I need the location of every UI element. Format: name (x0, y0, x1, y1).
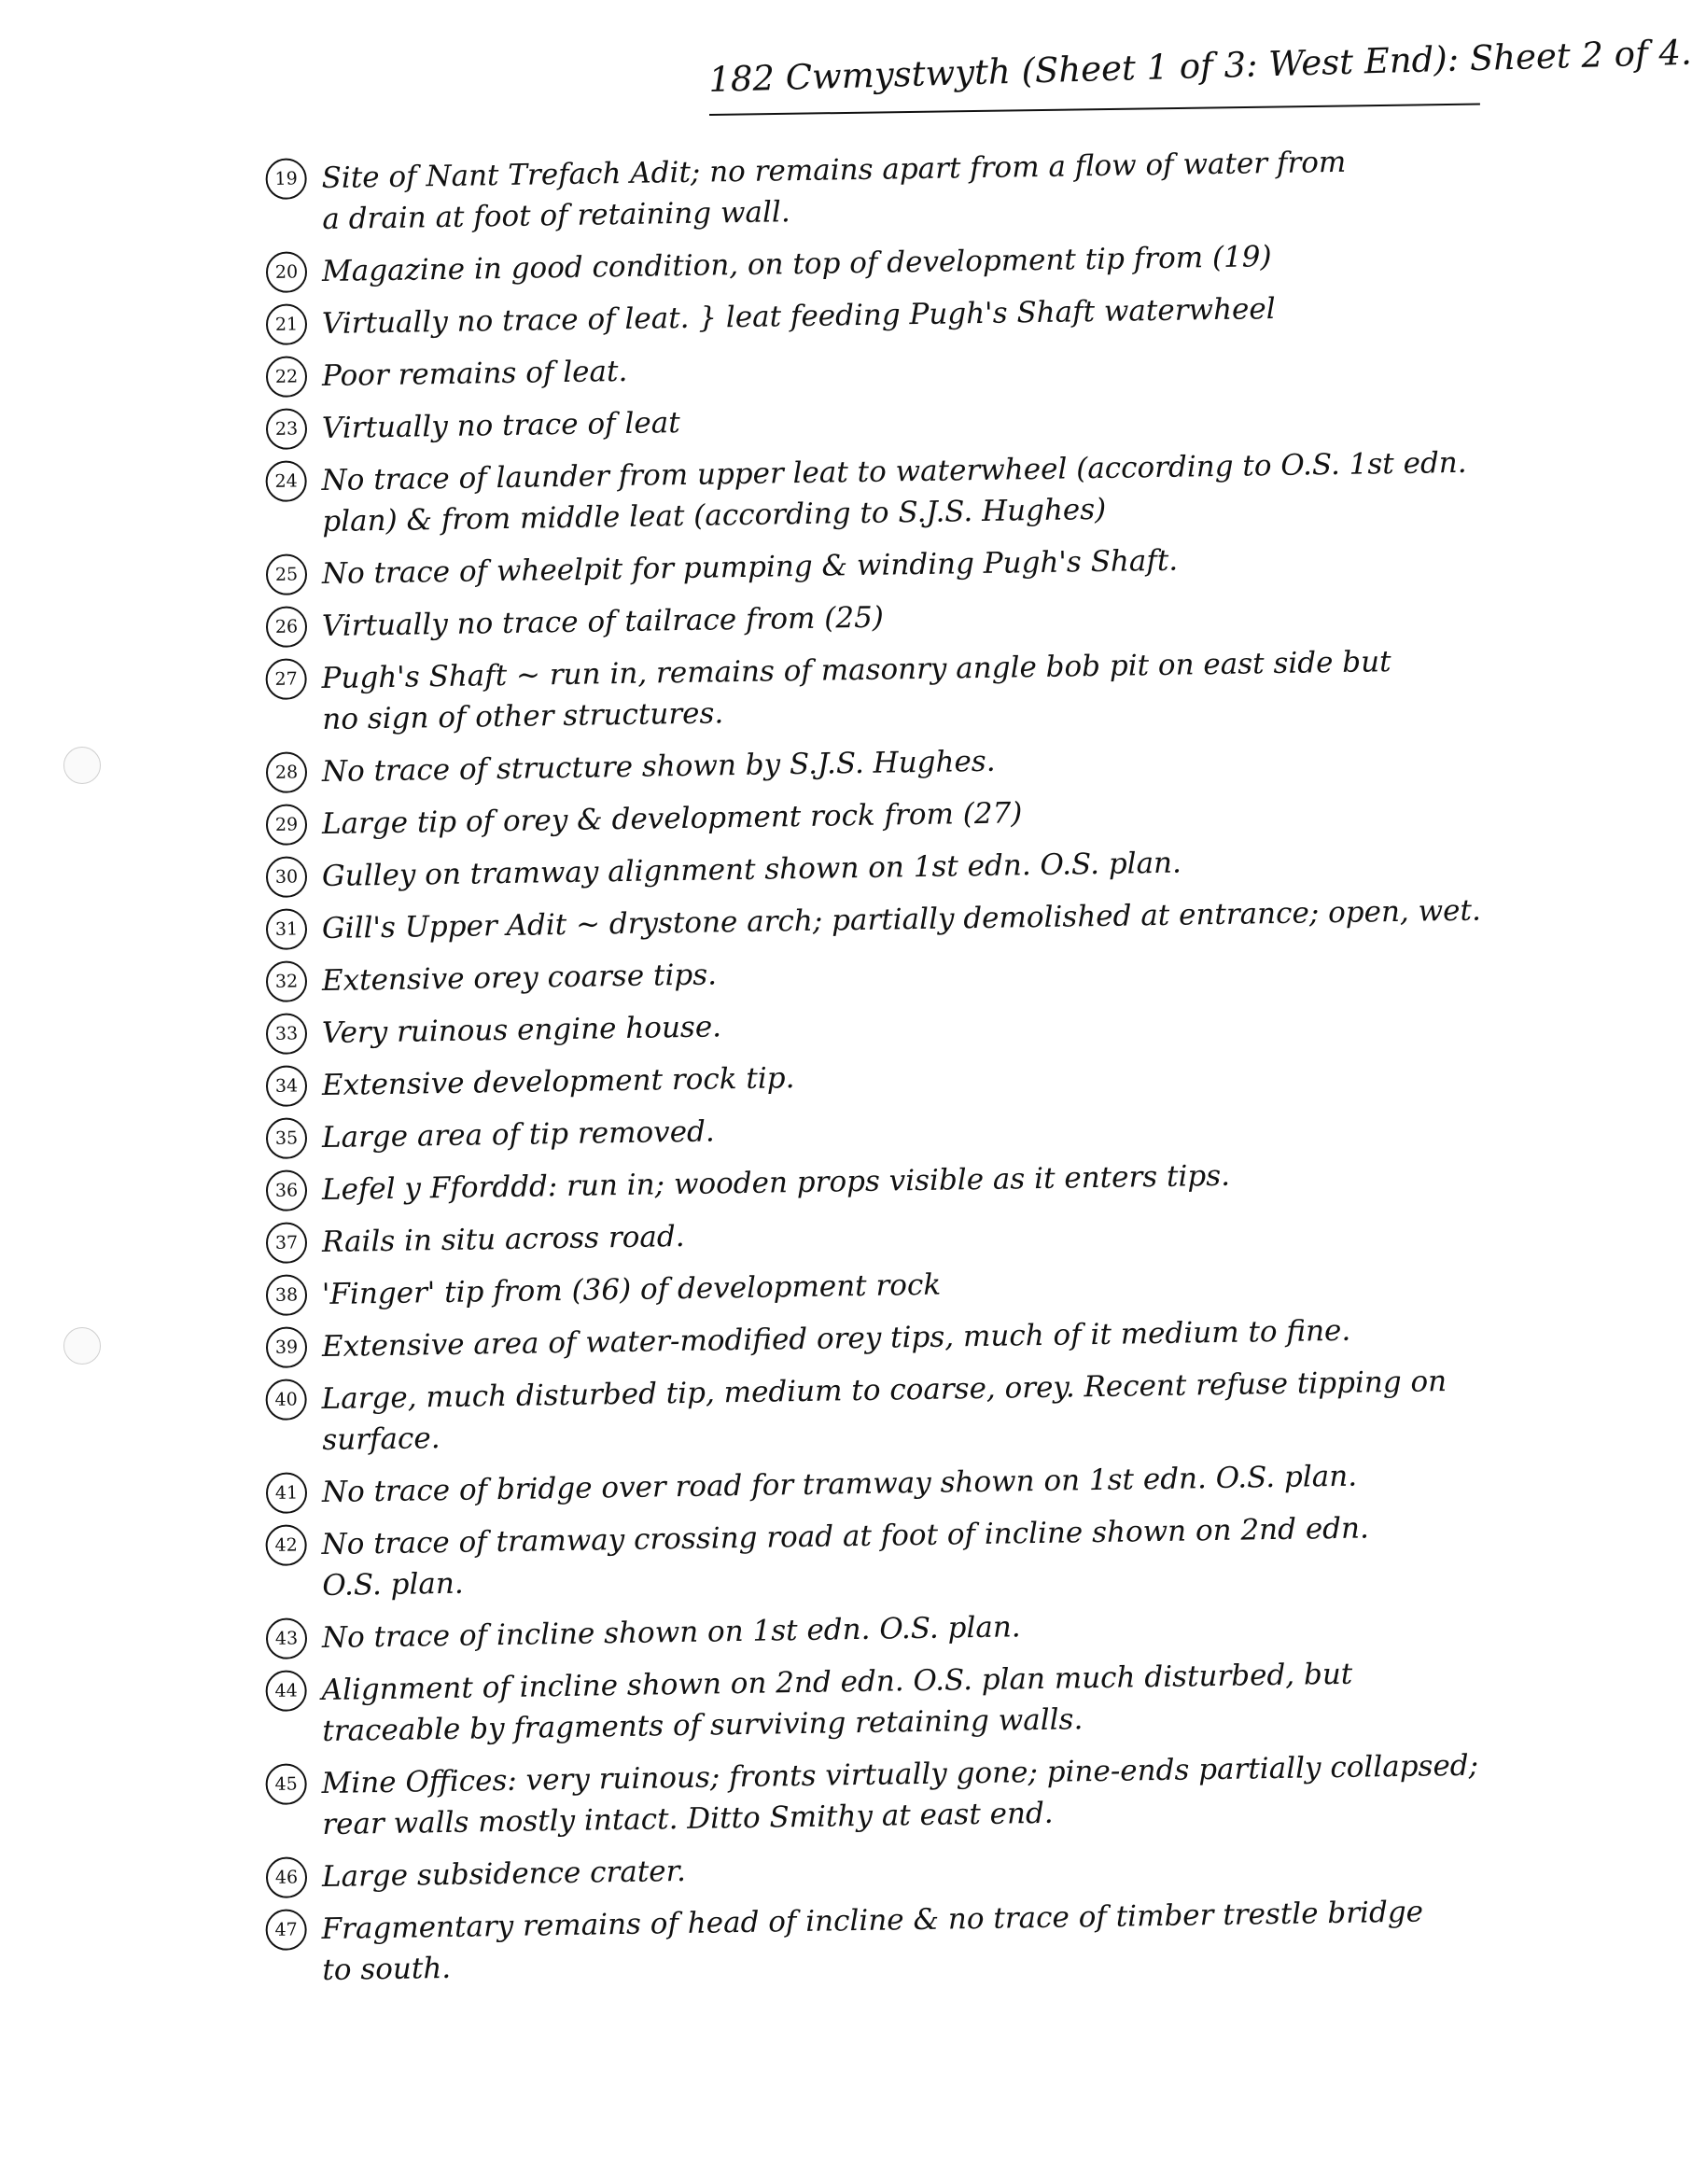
note-entry (265, 639, 1517, 741)
entry-number-badge: 40 (265, 1379, 307, 1421)
entry-number-badge: 41 (266, 1472, 308, 1514)
note-entry (266, 1255, 1517, 1316)
entry-number-badge: 24 (265, 460, 307, 502)
entry-text: Very ruinous engine house. (321, 1010, 722, 1051)
note-entry (266, 994, 1517, 1055)
note-entry (266, 232, 1517, 293)
note-entry (265, 1890, 1517, 1992)
entry-text: Virtually no trace of leat (321, 406, 680, 446)
note-entry (266, 337, 1517, 398)
entry-number-badge: 32 (266, 960, 308, 1002)
entry-number-badge: 44 (265, 1670, 307, 1712)
note-entry (266, 785, 1517, 846)
entry-number-badge: 47 (265, 1909, 307, 1951)
entry-text: Extensive development rock tip. (321, 1061, 795, 1103)
note-entry (266, 1046, 1517, 1107)
entry-number-badge: 35 (266, 1117, 308, 1159)
note-entry (266, 535, 1517, 595)
entry-text: No trace of incline shown on 1st edn. O.S. plan. (321, 1610, 1021, 1656)
note-entry (266, 1308, 1517, 1368)
entry-text: Alignment of incline shown on 2nd edn. O.S. plan much disturbed, but traceable by fragments of surviving retaining walls. (321, 1657, 1353, 1749)
entry-text: Large area of tip removed. (321, 1114, 715, 1155)
entry-number-badge: 33 (266, 1013, 308, 1055)
note-entry (265, 441, 1517, 543)
entry-text: Pugh's Shaft ~ run in, remains of masonry angle bob pit on east side but no sign of other structures. (321, 645, 1391, 737)
entry-number-badge: 31 (266, 908, 308, 950)
note-entry (266, 1838, 1517, 1898)
entry-text: Magazine in good condition, on top of development tip from (19) (321, 240, 1272, 289)
note-entry (266, 837, 1517, 898)
entry-text: Large subsidence crater. (321, 1854, 687, 1895)
note-entry (266, 1203, 1517, 1264)
entry-text: Extensive orey coarse tips. (321, 958, 718, 999)
note-entry (266, 389, 1517, 450)
entry-text: No trace of wheelpit for pumping & winding Pugh's Shaft. (321, 543, 1179, 592)
entry-number-badge: 39 (266, 1326, 308, 1368)
entry-text: Gill's Upper Adit ~ drystone arch; partially demolished at entrance; open, wet. (321, 893, 1482, 946)
note-entry (266, 1453, 1517, 1514)
note-entry (265, 1651, 1517, 1753)
entry-number-badge: 34 (266, 1065, 308, 1107)
note-entry (266, 942, 1517, 1002)
entry-text: 'Finger' tip from (36) of development rock (321, 1267, 942, 1312)
entry-text: No trace of launder from upper leat to waterwheel (according to O.S. 1st edn. plan) & from middle leat (according to S.J.S. Hughes) (321, 445, 1467, 539)
entry-text: Rails in situ across road. (321, 1219, 685, 1260)
entry-number-badge: 45 (265, 1763, 307, 1805)
note-entry (266, 889, 1517, 950)
entry-number-badge: 28 (266, 751, 308, 793)
entry-number-badge: 37 (266, 1222, 308, 1264)
note-entry (266, 1151, 1517, 1211)
entry-number-badge: 29 (266, 804, 308, 846)
entry-number-badge: 23 (266, 408, 308, 450)
entry-number-badge: 22 (266, 356, 308, 398)
entry-number-badge: 42 (265, 1524, 307, 1566)
entry-text: No trace of structure shown by S.J.S. Hughes. (321, 744, 996, 790)
header-underline (709, 103, 1480, 116)
notes-list (266, 145, 1517, 2003)
entry-number-badge: 26 (266, 606, 308, 648)
entry-text: Poor remains of leat. (321, 354, 628, 394)
sheet-header: 182 Cwmystwyth (Sheet 1 of 3: West End): Sheet 2 of 4. (707, 32, 1692, 101)
note-entry (266, 733, 1517, 793)
entry-number-badge: 27 (265, 658, 307, 700)
note-entry (265, 1360, 1517, 1462)
punch-hole-bottom (63, 1327, 101, 1365)
entry-text: Fragmentary remains of head of incline & no trace of timber trestle bridge to south. (321, 1895, 1424, 1988)
entry-number-badge: 19 (265, 158, 307, 200)
entry-number-badge: 43 (266, 1617, 308, 1659)
entry-text: Virtually no trace of leat. } leat feeding Pugh's Shaft waterwheel (321, 292, 1276, 342)
note-entry (266, 587, 1517, 648)
note-entry (265, 1505, 1517, 1607)
entry-text: Mine Offices: very ruinous; fronts virtually gone; pine-ends partially collapsed; rear walls mostly intact. Ditto Smithy at east end. (321, 1748, 1479, 1842)
entry-text: Gulley on tramway alignment shown on 1st edn. O.S. plan. (321, 846, 1182, 894)
entry-number-badge: 21 (266, 303, 308, 345)
note-entry (266, 1599, 1517, 1659)
entry-text: Large tip of orey & development rock from (27) (321, 796, 1023, 842)
entry-number-badge: 46 (266, 1856, 308, 1898)
entry-text: Virtually no trace of tailrace from (25) (321, 600, 885, 644)
note-entry (265, 1744, 1517, 1846)
entry-text: Large, much disturbed tip, medium to coarse, orey. Recent refuse tipping on surface. (321, 1365, 1447, 1458)
entry-text: Lefel y Fforddd: run in; wooden props visible as it enters tips. (321, 1158, 1231, 1208)
punch-hole-top (63, 747, 101, 784)
entry-text: Site of Nant Trefach Adit; no remains apart from a flow of water from a drain at foot of retaining wall. (321, 145, 1347, 237)
note-entry (266, 1099, 1517, 1159)
entry-number-badge: 38 (266, 1274, 308, 1316)
note-entry (266, 285, 1517, 345)
entry-number-badge: 20 (266, 251, 308, 293)
entry-number-badge: 36 (266, 1169, 308, 1211)
entry-text: No trace of tramway crossing road at foot of incline shown on 2nd edn. O.S. plan. (321, 1511, 1370, 1603)
entry-text: Extensive area of water-modified orey tips, much of it medium to fine. (321, 1313, 1351, 1365)
entry-number-badge: 30 (266, 856, 308, 898)
note-entry (265, 139, 1517, 241)
entry-number-badge: 25 (266, 553, 308, 595)
entry-text: No trace of bridge over road for tramway shown on 1st edn. O.S. plan. (321, 1459, 1358, 1510)
